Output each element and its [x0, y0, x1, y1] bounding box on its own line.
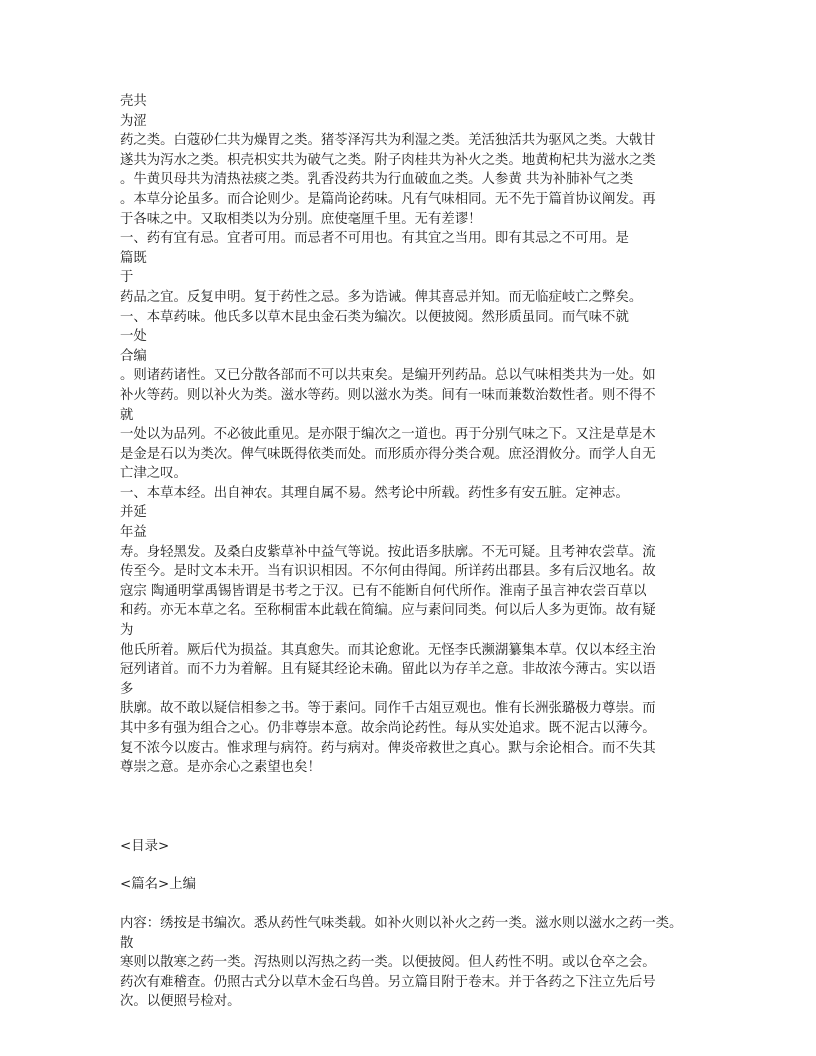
- chapter-content-block: [120, 914, 700, 1012]
- text-line: 并延: [120, 505, 147, 521]
- text-line: 传至今。是时文本未开。当有识识相因。不尔何由得闻。所详药出郡县。多有后汉地名。故: [120, 564, 656, 580]
- text-line: 冠列诸首。而不力为着解。且有疑其经论未确。留此以为存羊之意。非故浓今薄古。实以语: [120, 662, 656, 678]
- text-line: 一、本草本经。出自神农。其理自属不易。然考论中所载。药性多有安五脏。定神志。: [120, 485, 629, 501]
- text-line: 遂共为泻水之类。枳壳枳实共为破气之类。附子肉桂共为补火之类。地黄枸杞共为滋水之类: [120, 152, 656, 168]
- text-line: 壳共: [120, 94, 147, 109]
- text-line: 亡津之叹。: [120, 466, 187, 482]
- text-line: 合编: [120, 348, 147, 364]
- text-line: 肤廓。故不敢以疑信相参之书。等于素问。同作千古俎豆观也。惟有长洲张璐极力尊崇。而: [120, 701, 656, 717]
- text-line: 复不浓今以废古。惟求理与病符。药与病对。俾炎帝救世之真心。默与余论相合。而不失其: [120, 740, 656, 756]
- text-line: 于: [120, 270, 134, 286]
- text-line: 一处: [120, 329, 147, 345]
- text-line: 其中多有强为组合之心。仍非尊崇本意。故余尚论药性。每从实处追求。既不泥古以薄今。: [120, 721, 656, 736]
- text-line: 。则诸药诸性。又已分散各部而不可以共束矣。是编开列药品。总以气味相类共为一处。如: [120, 368, 656, 384]
- document-page: [120, 92, 700, 1012]
- text-line: 于各味之中。又取相类以为分别。庶使毫厘千里。无有差谬！: [120, 211, 482, 227]
- text-line: 。牛黄贝母共为清热祛痰之类。乳香没药共为行血破血之类。人参黄 共为补肺补气之类: [120, 172, 634, 188]
- text-line: 次。以便照号检对。: [120, 994, 241, 1010]
- text-line: 一处以为品列。不必彼此重见。是亦限于编次之一道也。再于分别气味之下。又注是草是木: [120, 427, 656, 443]
- text-line: 年益: [120, 525, 147, 541]
- text-line: 一、本草药味。他氏多以草木昆虫金石类为编次。以便披阅。然形质虽同。而气味不就: [120, 309, 629, 325]
- text-line: 篇既: [120, 250, 147, 266]
- text-line: 散: [120, 935, 134, 951]
- text-line: 就: [120, 407, 134, 423]
- text-line: 。本草分论虽多。而合论则少。是篇尚论药味。凡有气味相同。无不先于篇首协议阐发。再: [120, 191, 656, 207]
- text-line: 多: [120, 681, 134, 697]
- text-line: 寇宗 陶通明掌禹锡皆谓是书考之于汉。已有不能断自何代所作。淮南子虽言神农尝百草以: [120, 583, 647, 599]
- text-line: 药之类。白蔻砂仁共为燥胃之类。猪苓泽泻共为利湿之类。羌活独活共为驱风之类。大戟甘: [120, 133, 656, 149]
- text-line: 一、药有宜有忌。宜者可用。而忌者不可用也。有其宜之当用。即有其忌之不可用。是: [120, 231, 629, 247]
- text-line: 和药。亦无本草之名。至称桐雷本此载在简编。应与素问同类。何以后人多为更饰。故有疑: [120, 603, 656, 619]
- text-line: 是金是石以为类次。俾气味既得依类而处。而形质亦得分类合观。庶泾渭攸分。而学人自无: [120, 446, 656, 462]
- text-line: 内容：绣按是书编次。悉从药性气味类载。如补火则以补火之药一类。滋水则以滋水之药一类。: [120, 915, 683, 931]
- text-line: 尊崇之意。是亦余心之素望也矣！: [120, 760, 321, 776]
- text-line: 寒则以散寒之药一类。泻热则以泻热之药一类。以便披阅。但人药性不明。或以仓卒之会。: [120, 955, 656, 971]
- text-line: 药次有难稽查。仍照古式分以草木金石鸟兽。另立篇目附于卷末。并于各药之下注立先后号: [120, 974, 656, 990]
- preface-notes-block: [120, 92, 700, 778]
- toc-heading: <目录>: [120, 838, 170, 854]
- text-line: 补火等药。则以补火为类。滋水等药。则以滋水为类。间有一味而兼数治数性者。则不得不: [120, 387, 656, 403]
- text-line: 为涩: [120, 113, 147, 129]
- text-line: 药品之宜。反复申明。复于药性之忌。多为诰诫。俾其喜忌并知。而无临症岐亡之弊矣。: [120, 289, 643, 305]
- text-line: 寿。身轻黑发。及桑白皮紫草补中益气等说。按此语多肤廓。不无可疑。且考神农尝草。流: [120, 544, 656, 560]
- chapter-heading: <篇名>上编: [120, 877, 197, 893]
- text-line: 他氏所着。厥后代为损益。其真愈失。而其论愈讹。无怪李氏濒湖纂集本草。仅以本经主治: [120, 642, 656, 658]
- text-line: 为: [120, 623, 134, 639]
